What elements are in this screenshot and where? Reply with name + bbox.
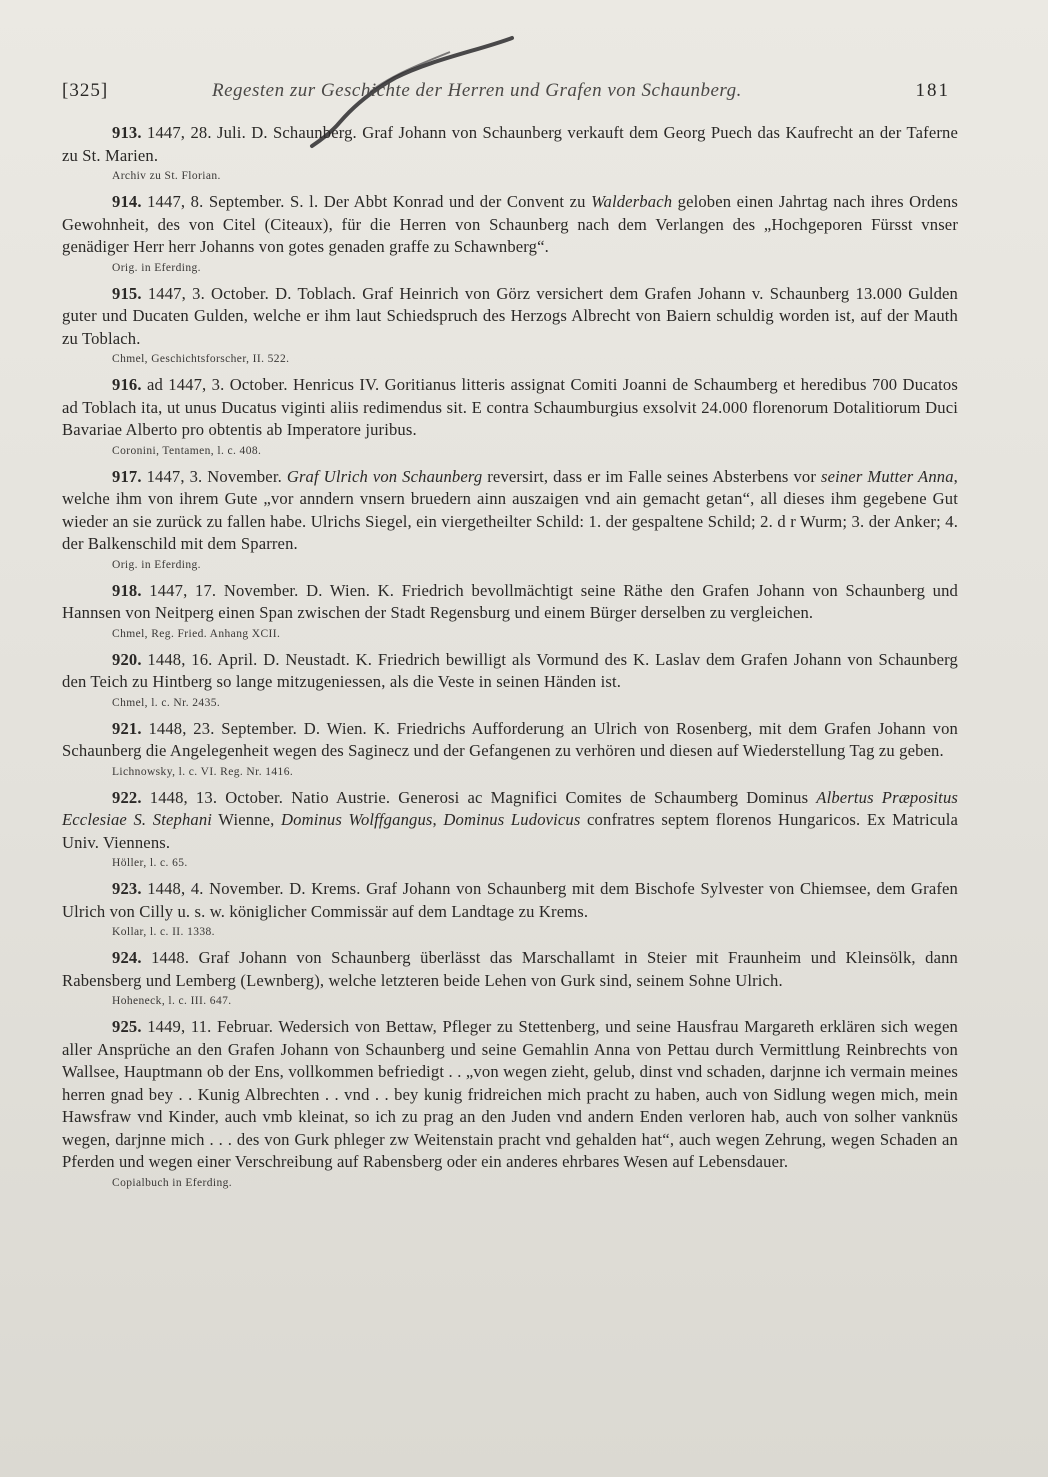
- entry-number: 920.: [112, 649, 142, 669]
- entry-text: [62, 122, 958, 167]
- regest-entry: [62, 283, 958, 368]
- entry-italic-text: seiner Mutter Anna: [820, 466, 954, 486]
- entry-number: 918.: [112, 580, 142, 600]
- entry-source: Orig. in Eferding.: [112, 261, 201, 274]
- header-bracket-number: [325]: [62, 80, 109, 101]
- regest-entry: [62, 1016, 958, 1191]
- entry-source: Coronini, Tentamen, l. c. 408.: [112, 444, 262, 457]
- entry-number: 925.: [112, 1017, 142, 1036]
- entry-body-text: 1448, 23. September. D. Wien. K. Friedrichs Aufforderung an Ulrich von Rosenberg, mit dem Grafen Johann von Schaunberg die Angelegenheit wegen des Saginecz und der Gefangenen zu verhören und diesen auf Wiederstellung Tag zu geben.: [62, 718, 958, 760]
- entry-body-text: confratres septem florenos Hungaricos. Ex Matricula Univ. Viennens.: [62, 810, 958, 852]
- entry-italic-text: Walderbach: [591, 192, 673, 211]
- entry-text: [62, 649, 958, 694]
- regest-entry: [62, 122, 958, 184]
- entry-number: 921.: [112, 718, 142, 738]
- entry-number: 923.: [112, 879, 142, 898]
- regest-entry: [62, 718, 958, 780]
- entry-number: 915.: [112, 283, 142, 303]
- entry-body-text: ad 1447, 3. October. Henricus IV. Goritianus litteris assignat Comiti Joanni de Schaumberg et heredibus 700 Ducatos ad Toblach ita, ut unus Ducatus viginti aliis redimendus sit. E contra Schaumburgius exsolvit 24.000 florenorum Dotalitiorum Duci Bavariae Alberto pro obtentis ab Imperatore juribus.: [62, 375, 958, 439]
- regest-entry: [62, 466, 958, 573]
- entry-text: [62, 787, 958, 855]
- entry-source: Chmel, Geschichtsforscher, II. 522.: [112, 353, 290, 365]
- entry-body-text: 1448, 4. November. D. Krems. Graf Johann von Schaunberg mit dem Bischofe Sylvester von Chiemsee, dem Grafen Ulrich von Cilly u. s. w. königlicher Commissär auf dem Landtage zu Krems.: [62, 879, 958, 921]
- entry-number: 922.: [112, 787, 142, 807]
- entry-number: 913.: [112, 123, 142, 142]
- regest-entry: [62, 580, 958, 642]
- entry-body-text: ,: [432, 810, 444, 829]
- entry-body-text: 1447, 3. November.: [146, 466, 287, 486]
- entry-source: Chmel, l. c. Nr. 2435.: [112, 696, 221, 709]
- regest-entries: [62, 122, 958, 1198]
- entry-text: [62, 947, 958, 992]
- entry-body-text: 1448. Graf Johann von Schaunberg überlässt das Marschallamt in Steier mit Fraunheim und Kleinsölk, dann Rabensberg und Lemberg (Lewnberg), welche letzteren beide Lehen von Gurk sind, seinem Sohne Ulrich.: [62, 948, 958, 990]
- regest-entry: [62, 947, 958, 1009]
- entry-text: [62, 374, 958, 442]
- entry-source: Orig. in Eferding.: [112, 558, 201, 571]
- entry-source: Höller, l. c. 65.: [112, 857, 188, 869]
- entry-number: 924.: [112, 948, 142, 967]
- entry-body-text: 1447, 3. October. D. Toblach. Graf Heinrich von Görz versichert dem Grafen Johann v. Schaunberg 13.000 Gulden guter und Ducaten Gulden, welche er ihm laut Schiedspruch des Herzogs Albrecht von Baiern schuldig worden ist, auf der Mauth zu Toblach.: [62, 283, 958, 348]
- entry-body-text: 1449, 11. Februar. Wedersich von Bettaw, Pfleger zu Stettenberg, und seine Hausfrau Margareth erklären sich wegen aller Ansprüche an den Grafen Johann von Schaunberg und seine Gemahlin Anna von Pettau durch Vermittlung Reinbrechts von Wallsee, Hauptmann ob der Ens, vollkommen befriedigt . . „von wegen zieht, gelub, dinst vnd schaden, darjnne ich vermain meines herren gnad bey . . Kunig Albrechten . . vnd . . bey kunig fridreichen mich pracht zu haben, auch von Sidlung wegen mich, mein Hawsfraw vnd Kinder, auch vmb kleinat, so ich zu prag an den Juden vnd andern Enden verloren hab, auch von solher vanknüs wegen, darjnne mich . . . des von Gurk phleger zw Weitenstain pracht vnd gehalden hat“, auch wegen Zehrung, wegen Schaden an Pferden und wegen einer Verschreibung auf Rabensberg oder ein anderes ehrbares Wesen auf Lebensdauer.: [62, 1017, 958, 1171]
- entry-source: Chmel, Reg. Fried. Anhang XCII.: [112, 627, 281, 640]
- entry-body-text: 1448, 16. April. D. Neustadt. K. Friedrich bewilligt als Vormund des K. Laslav dem Grafen Johann von Schaunberg den Teich zu Hintberg so lange mitzugeniessen, als die Veste in seinen Händen ist.: [62, 649, 958, 691]
- header-title: Regesten zur Geschichte der Herren und Grafen von Schaunberg.: [212, 80, 742, 101]
- entry-source: Hoheneck, l. c. III. 647.: [112, 995, 232, 1007]
- entry-text: [62, 191, 958, 259]
- entry-text: [62, 283, 958, 351]
- entry-source: Archiv zu St. Florian.: [112, 170, 221, 182]
- entry-body-text: geloben einen Jahrtag nach ihres Ordens Gewohnheit, des von Citel (Citeaux), für die Herren von Schaunberg nach dem Verlangen des „Hochgeporen Fürsst vnser genädiger Herr herr Johanns von gotes genaden graffe zu Schawnberg“.: [62, 192, 958, 256]
- entry-body-text: 1448, 13. October. Natio Austrie. Generosi ac Magnifici Comites de Schaumberg Dominus: [149, 787, 817, 807]
- entry-text: [62, 718, 958, 763]
- entry-body-text: 1447, 8. September. S. l. Der Abbt Konrad und der Convent zu: [147, 192, 592, 211]
- entry-italic-text: Graf Ulrich von Schaunberg: [286, 466, 483, 486]
- regest-entry: [62, 649, 958, 711]
- regest-entry: [62, 787, 958, 872]
- entry-text: [62, 580, 958, 625]
- entry-body-text: , welche ihm von ihrem Gute „vor anndern vnsern bruedern ainn auszaigen vnd ain gemacht getan“, all dieses ihm gegebene Gut wieder an sie zurück zu fallen habe. Ulrichs Siegel, ein viergetheilter Schild: 1. der gespaltene Schild; 2. d r Wurm; 3. der Anker; 4. der Balkenschild mit dem Sparren.: [62, 466, 958, 553]
- entry-source: Lichnowsky, l. c. VI. Reg. Nr. 1416.: [112, 765, 294, 778]
- entry-number: 914.: [112, 192, 142, 211]
- regest-entry: [62, 191, 958, 276]
- entry-source: Kollar, l. c. II. 1338.: [112, 926, 215, 938]
- entry-text: [62, 466, 958, 556]
- entry-number: 916.: [112, 375, 142, 394]
- entry-number: 917.: [112, 466, 142, 486]
- entry-italic-text: Albertus Præpositus Ecclesiae S. Stephani: [62, 787, 958, 829]
- entry-body-text: 1447, 28. Juli. D. Schaunberg. Graf Johann von Schaunberg verkauft dem Georg Puech das Kaufrecht an der Taferne zu St. Marien.: [62, 123, 958, 165]
- entry-body-text: 1447, 17. November. D. Wien. K. Friedrich bevollmächtigt seine Räthe den Grafen Johann von Schaunberg und Hannsen von Neitperg einen Span zwischen der Stadt Regensburg und einem Bürger derselben zu vergleichen.: [62, 580, 958, 622]
- entry-body-text: Wienne,: [212, 810, 281, 829]
- page-number: 181: [915, 80, 950, 101]
- entry-source: Copialbuch in Eferding.: [112, 1176, 233, 1189]
- regest-entry: [62, 374, 958, 459]
- entry-text: [62, 1016, 958, 1174]
- entry-italic-text: Dominus Ludovicus: [443, 810, 581, 829]
- entry-body-text: reversirt, dass er im Falle seines Absterbens vor: [482, 466, 821, 486]
- running-header: [62, 80, 950, 110]
- entry-text: [62, 878, 958, 923]
- regest-entry: [62, 878, 958, 940]
- entry-italic-text: Dominus Wolffgangus: [280, 810, 433, 829]
